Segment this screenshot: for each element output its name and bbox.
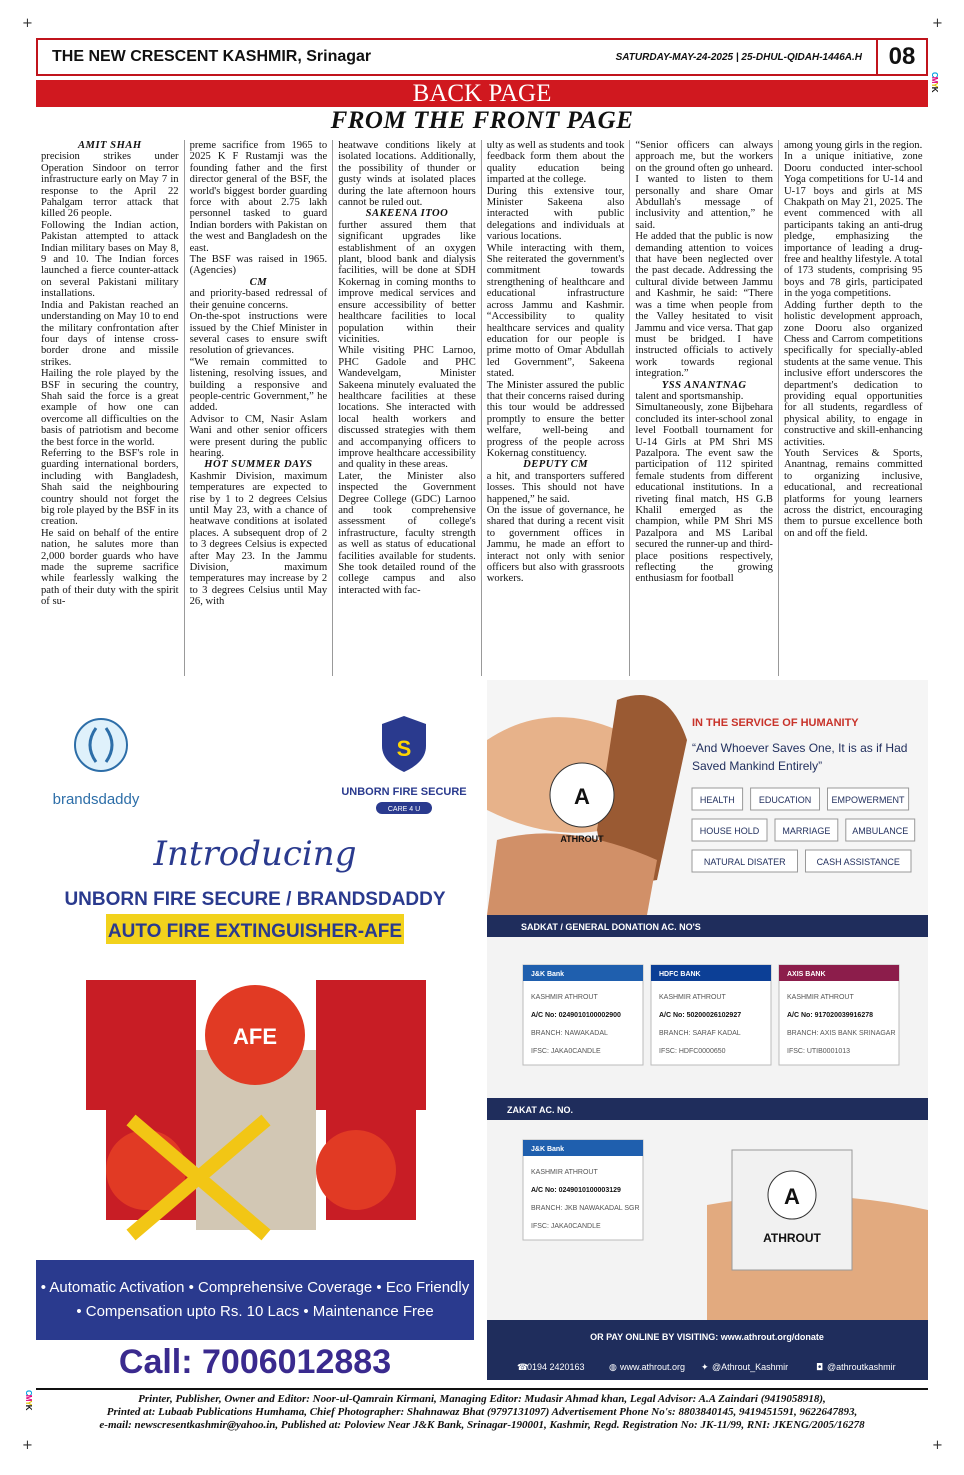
- article-paragraph: India and Pakistan reached an understanding on May 10 to end the military confrontation after four days of intense cross-border drone and missile strikes.: [41, 299, 179, 368]
- article-column: [185, 140, 334, 676]
- imprint-line-1: Printer, Publisher, Owner and Editor: Noor-ul-Qamrain Kirmani, Managing Editor: Mudasir Ahmad khan, Legal Advisor: A.A Zaindari (9419058918),: [138, 1393, 826, 1405]
- product-boxes-illustration: [86, 980, 426, 1235]
- contact-item: @athroutkashmir: [827, 1362, 896, 1372]
- service-tag-label: AMBULANCE: [852, 826, 909, 836]
- article-paragraph: further assured them that significant upgrades like establishment of an oxygen plant, blood bank and dialysis facilities, will be done at SDH Kokernag in coming months to improve medical services and ensure accessibility of better healthcare facilities to local population within their vicinities.: [338, 219, 476, 345]
- article-paragraph: “We remain committed to listening, resolving issues, and building a responsive and people-centric Government,” he added.: [189, 356, 328, 414]
- article-heading: DEPUTY CM: [523, 459, 589, 471]
- ad-call-number: Call: 7006012883: [118, 1343, 392, 1380]
- ad-headline: UNBORN FIRE SECURE / BRANDSDADDY: [64, 889, 446, 910]
- bank-name: J&K Bank: [531, 1146, 565, 1153]
- registration-mark: +: [22, 16, 33, 31]
- article-paragraph: precision strikes under Operation Sindoor on terror infrastructure early on May 7 in response to the April 22 Pahalgam terror attack that killed 26 people.: [41, 151, 179, 220]
- quote-line-2: Saved Mankind Entirely”: [692, 759, 823, 773]
- article-paragraph: Adding further depth to the holistic development approach, zone Dooru also organized Chess and Carrom competitions specifically for specially-abled students at the same venue. This inclusive effort underscores the department's dedication to providing equal opportunities for all students, regardless of physical ability, to engage in constructive and skill-enhancing activities.: [783, 299, 923, 448]
- article-paragraph: The BSF was raised in 1965. (Agencies): [189, 254, 328, 277]
- article-paragraph: Youth Services & Sports, Anantnag, remains committed to organizing inclusive, educational, and recreational platforms for young learners across the district, encouraging them to pursue excellence both on and off the field.: [783, 447, 923, 539]
- article-paragraph: Advisor to CM, Nasir Aslam Wani and other senior officers were present during the public hearing.: [189, 413, 328, 459]
- article-paragraph: He said on behalf of the entire nation, he salutes more than 2,000 border guards who have made the supreme sacrifice while fearlessly walking the path of their duty with the spirit of su-: [41, 527, 179, 608]
- section-subtitle: FROM THE FRONT PAGE: [330, 107, 634, 134]
- article-column: [333, 140, 482, 676]
- ifsc-code: IFSC: JAKA0CANDLE: [531, 1048, 601, 1055]
- article-paragraph: “Senior officers can always approach me, but the workers on the ground often go unheard. I wanted to listen to them personally and share Omar Abdullah's message of inclusivity and attention,” he said.: [635, 140, 773, 231]
- masthead: [36, 38, 928, 76]
- article-paragraph: In a unique initiative, zone Dooru conducted inter-school Yoga competitions for U-14 and U-17 boys and girls at MS Chakpath on May 21, 2025. The event commenced with all participants taking an anti-drug pledge, emphasizing the importance of leading a drug-free and healthy lifestyle. A total of 173 students, comprising 95 boys and 78 girls, participated in the yoga competitions.: [783, 151, 923, 300]
- article-heading: HOT SUMMER DAYS: [204, 459, 313, 471]
- brandsdaddy-logo: [53, 719, 140, 808]
- bank-name: HDFC BANK: [659, 971, 701, 978]
- imprint-footer: [36, 1388, 928, 1432]
- donate-online-link: OR PAY ONLINE BY VISITING: www.athrout.org/donate: [590, 1332, 824, 1342]
- article-paragraph: During this extensive tour, Minister Sakeena also interacted with public delegations and individuals at various locations.: [486, 185, 625, 243]
- unborn-fire-secure-logo: [341, 716, 466, 814]
- paper-name: THE NEW CRESCENT KASHMIR, Srinagar: [52, 48, 372, 65]
- service-tag-label: MARRIAGE: [782, 826, 831, 836]
- article-paragraph: Following the Indian action, Pakistan attempted to attack Indian military bases on May 8, 9 and 10. The Indian forces launched a fierce counter-attack on several Pakistani military installations.: [41, 219, 179, 300]
- article-paragraph: heatwave conditions likely at isolated locations. Additionally, the possibility of thunder or gusty winds at isolated places during the late afternoon hours cannot be ruled out.: [338, 140, 476, 209]
- service-tag-label: NATURAL DISATER: [703, 857, 786, 867]
- service-tag-label: EMPOWERMENT: [831, 795, 905, 805]
- article-heading: SAKEENA ITOO: [365, 208, 449, 220]
- account-number: A/C No: 0249010100002900: [531, 1012, 621, 1019]
- article-paragraph: a hit, and transporters suffered losses. This should not have happened,” he said.: [486, 470, 625, 505]
- svg-text:S: S: [396, 736, 412, 761]
- account-number: A/C No: 0249010100003129: [531, 1187, 621, 1194]
- cmyk-mark: CMYK: [24, 1390, 33, 1410]
- ad-features-2: • Compensation upto Rs. 10 Lacs • Maintenance Free: [76, 1303, 434, 1320]
- svg-text:A: A: [574, 784, 590, 809]
- article-column: [779, 140, 928, 676]
- svg-text:A: A: [784, 1184, 800, 1209]
- phone-icon: ☎: [517, 1363, 529, 1373]
- ifsc-code: IFSC: JAKA0CANDLE: [531, 1223, 601, 1230]
- brandsdaddy-label: brandsdaddy: [52, 791, 140, 808]
- account-name: KASHMIR ATHROUT: [787, 994, 854, 1001]
- article-paragraph: He added that the public is now demanding attention to voices that have been neglected over the past decade. Addressing the cultural divide between Jammu and Kashmir, he said: “There was a time when people from the Valley hesitated to visit Jammu and vice versa. That gap must be bridged. I have instructed officials to actively work towards regional integration.”: [635, 231, 773, 380]
- article-paragraph: The Minister assured the public that their concerns raised during this tour would be addressed promptly to ensure the better welfare, well-being and progress of the people across Kokernag constituency.: [486, 379, 625, 459]
- globe-icon: ◍: [609, 1363, 617, 1373]
- zakat-title: ZAKAT AC. NO.: [507, 1105, 573, 1115]
- account-number: A/C No: 50200026102927: [659, 1012, 742, 1019]
- branch: BRANCH: SARAF KADAL: [659, 1030, 741, 1037]
- article-column: [630, 140, 779, 676]
- athrout-logo-text: ATHROUT: [763, 1231, 821, 1245]
- sadkat-title: SADKAT / GENERAL DONATION AC. NO'S: [521, 922, 701, 932]
- branch: BRANCH: NAWAKADAL: [531, 1030, 608, 1037]
- article-paragraph: On the issue of governance, he shared that during a recent visit to government offices in Jammu, he made an effort to interact not only with senior officers but also with grassroots workers.: [486, 505, 625, 585]
- quote-line-1: “And Whoever Saves One, It is as if Had: [692, 741, 908, 755]
- article-paragraph: While interacting with them, She reiterated the government's commitment towards strengthening of healthcare and educational infrastructure across Jammu and Kashmir. “Accessibility to quality healthcare services and quality education for our people is prime motto of Omar Abdullah led Government”, Sakeena stated.: [486, 242, 625, 380]
- article-column: [482, 140, 631, 676]
- cmyk-mark: CMYK: [930, 72, 939, 92]
- article-paragraph: Later, the Minister also inspected the Government Degree College (GDC) Larnoo and took comprehensive assessment of college's infrastructure, faculty strength as well as status of educational facilities available for students. She took detailed round of the college campus and also interacted with fac-: [338, 470, 476, 596]
- fire-extinguisher-ad: [36, 680, 474, 1380]
- issue-date: SATURDAY-MAY-24-2025 | 25-DHUL-QIDAH-1446A.H: [615, 51, 862, 63]
- article-paragraph: On-the-spot instructions were issued by the Chief Minister in several cases to ensure swift resolution of grievances.: [189, 311, 328, 357]
- article-paragraph: preme sacrifice from 1965 to 2025 K F Rustamji was the founding father and the first director general of the BSF, the world's biggest border guarding force with about 2.75 lakh personnel tasked to guard Indian borders with Pakistan on the west and Bangladesh on the east.: [189, 140, 328, 254]
- article-paragraph: ulty as well as students and took feedback form them about the quality education being imparted at the college.: [486, 140, 625, 186]
- bank-name: J&K Bank: [531, 971, 565, 978]
- contact-item: 0194 2420163: [527, 1362, 585, 1372]
- athrout-donation-ad: [487, 680, 928, 1380]
- branch: BRANCH: JKB NAWAKADAL SGR: [531, 1205, 640, 1212]
- instagram-icon: ◘: [816, 1363, 824, 1373]
- article-paragraph: among young girls in the region.: [783, 140, 923, 151]
- section-banner: BACK PAGE: [36, 80, 928, 107]
- service-tag-label: CASH ASSISTANCE: [816, 857, 900, 867]
- ad-intro: Introducing: [153, 834, 357, 874]
- athrout-logo-text: ATHROUT: [560, 834, 604, 844]
- contact-item: @Athrout_Kashmir: [712, 1362, 789, 1372]
- account-name: KASHMIR ATHROUT: [531, 994, 598, 1001]
- unborn-fire-secure-label: UNBORN FIRE SECURE: [341, 786, 467, 798]
- registration-mark: +: [932, 16, 943, 31]
- contact-item: www.athrout.org: [620, 1362, 686, 1372]
- article-heading: AMIT SHAH: [77, 140, 142, 151]
- account-number: A/C No: 917020039916278: [787, 1012, 874, 1019]
- account-name: KASHMIR ATHROUT: [531, 1169, 598, 1176]
- service-tag-label: HOUSE HOLD: [699, 826, 760, 836]
- branch: BRANCH: AXIS BANK SRINAGAR: [787, 1030, 896, 1037]
- article-heading: CM: [249, 276, 268, 288]
- bank-name: AXIS BANK: [787, 971, 826, 978]
- service-heading: IN THE SERVICE OF HUMANITY: [692, 717, 859, 729]
- article-paragraph: Kashmir Division, maximum temperatures are expected to rise by 1 to 2 degrees Celsius until May 23, with a chance of heatwave conditions at isolated places. A subsequent drop of 2 to 3 degrees Celsius is expected after May 23. In the Jammu Division, maximum temperatures may increase by 2 to 3 degrees Celsius until May 26, with: [189, 470, 328, 608]
- twitter-icon: ✦: [701, 1363, 709, 1373]
- ad-product-title: AUTO FIRE EXTINGUISHER-AFE: [107, 921, 403, 942]
- page-number: 08: [876, 40, 926, 74]
- ad-features-1: • Automatic Activation • Comprehensive Coverage • Eco Friendly: [40, 1279, 470, 1296]
- hands-logo-illustration: [707, 1150, 928, 1320]
- article-paragraph: Simultaneously, zone Bijbehara concluded its inter-school zonal level Football tournament for U-14 Girls at PM Shri MS Pazalpora. The event saw the participation of 112 spirited female students from different educational institutions. In a riveting final match, HS G.B Khalil emerged as the champion, while PM Shri MS Pazalpora and MS Laribal secured the runner-up and third-place positions respectively, reflecting the growing enthusiasm for football: [635, 402, 773, 585]
- article-columns: [36, 140, 928, 676]
- imprint-line-2: Printed at: Lubaab Publications Humhama, Chief Photographer: Shahnawaz Bhat (9797131097) Advertisement Phone No's: 8803840145, 9419451591, 9622647893,: [106, 1406, 858, 1418]
- ifsc-code: IFSC: UTIB0001013: [787, 1048, 851, 1055]
- registration-mark: +: [932, 1438, 943, 1453]
- brand-tagline: CARE 4 U: [387, 806, 421, 813]
- article-paragraph: While visiting PHC Larnoo, PHC Gadole and PHC Wandevelgam, Minister Sakeena minutely evaluated the healthcare facilities at these locations. She interacted with local health workers and discussed strategies with them and accompanying officers to improve healthcare accessibility and quality in these areas.: [338, 345, 476, 471]
- imprint-line-3: e-mail: newscresentkashmir@yahoo.in, Published at: Poloview Near J&K Bank, Srinagar-190001, Kashmir, Regd. Registration No: JK-11/99, RNI: JKENG/2005/16278: [99, 1419, 865, 1431]
- ifsc-code: IFSC: HDFC0000650: [659, 1048, 726, 1055]
- article-heading: YSS ANANTNAG: [661, 379, 747, 391]
- article-paragraph: and priority-based redressal of their genuine concerns.: [189, 288, 328, 311]
- service-tag-label: HEALTH: [699, 795, 735, 805]
- article-column: [36, 140, 185, 676]
- registration-mark: +: [22, 1438, 33, 1453]
- account-name: KASHMIR ATHROUT: [659, 994, 726, 1001]
- article-paragraph: Hailing the role played by the BSF in securing the country, Shah said the force is a great example of how one can overcome all difficulties on the basis of patriotism and become the best force in the world.: [41, 368, 179, 448]
- service-tag-label: EDUCATION: [758, 795, 812, 805]
- article-paragraph: Referring to the BSF's role in guarding international borders, including with Bangladesh, Shah said the neighbouring country should not forget the big role played by the BSF in its creation.: [41, 447, 179, 528]
- product-label: AFE: [233, 1024, 277, 1049]
- article-paragraph: talent and sportsmanship.: [635, 390, 744, 402]
